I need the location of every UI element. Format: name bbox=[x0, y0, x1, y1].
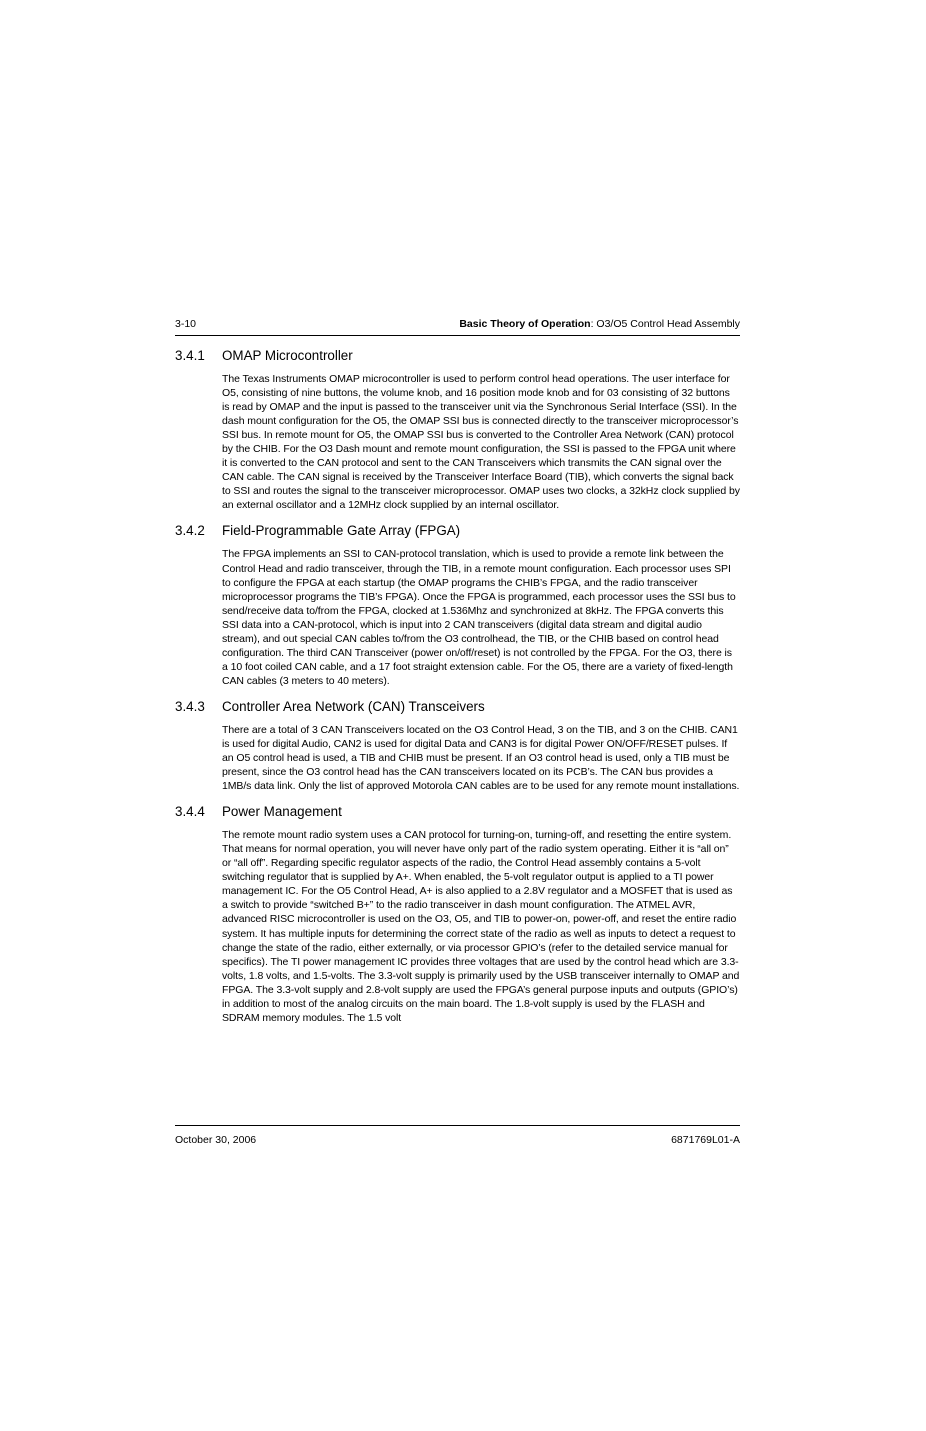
header-rule bbox=[175, 335, 740, 336]
section-number: 3.4.4 bbox=[175, 804, 205, 820]
section-number: 3.4.2 bbox=[175, 523, 205, 539]
publication-date: October 30, 2006 bbox=[175, 1134, 257, 1146]
section-title: Controller Area Network (CAN) Transceivers bbox=[222, 698, 485, 714]
running-title bbox=[459, 317, 740, 331]
section-power-management bbox=[175, 802, 740, 1025]
section-title: OMAP Microcontroller bbox=[222, 348, 353, 363]
section-body: There are a total of 3 CAN Transceivers located on the O3 Control Head, 3 on the TIB, and 3 on the CHIB. CAN1 is used for digital Audio, CAN2 is used for digital Data and CAN3 is for digital Power ON/OFF/RESET pulses. If an O5 control head is used, a TIB and CHIB must be present. If an O3 control head is used, only a TIB must be present, since the O3 control head has the CAN transceivers located on its PCB’s. The CAN bus provides a 1MB/s data link. Only the list of approved Motorola CAN cables are to be used for any remote mount installations. bbox=[222, 723, 740, 793]
section-title: Field-Programmable Gate Array (FPGA) bbox=[222, 523, 461, 539]
footer-rule bbox=[175, 1125, 740, 1126]
section-heading bbox=[175, 697, 740, 717]
page-header bbox=[175, 317, 740, 331]
page-footer bbox=[175, 1133, 740, 1147]
section-heading bbox=[175, 802, 740, 822]
running-title-rest: : O3/O5 Control Head Assembly bbox=[590, 318, 740, 330]
section-title: Power Management bbox=[222, 804, 342, 820]
section-heading bbox=[175, 346, 740, 366]
section-omap-microcontroller bbox=[175, 346, 740, 512]
section-body: The Texas Instruments OMAP microcontroller is used to perform control head operations. The user interface for O5, consisting of nine buttons, the volume knob, and 16 position mode knob and for 03 consisting of 32 buttons is read by OMAP and the input is passed to the transceiver unit via the Synchronous Serial Interface (SSI). In the dash mount configuration for the O5, the OMAP SSI bus is connected directly to the transceiver microprocessor’s SSI bus. In remote mount for O5, the OMAP SSI bus is converted to the Controller Area Network (CAN) protocol by the CHIB. For the O3 Dash mount and remote mount configuration, the SSI is passed to the FPGA unit where it is converted to the CAN protocol and sent to the CAN Transceivers which transmits the CAN signal over the CAN cable. The CAN signal is received by the Transceiver Interface Board (TIB), which converts the signal back to SSI and routes the signal to the transceiver microprocessor. OMAP uses two clocks, a 32kHz clock supplied by an external oscillator and a 12MHz clock supplied by an internal oscillator. bbox=[222, 373, 740, 512]
page-content bbox=[175, 346, 740, 1025]
page-number: 3-10 bbox=[175, 318, 197, 330]
section-number: 3.4.1 bbox=[175, 348, 205, 363]
section-body: The FPGA implements an SSI to CAN-protocol translation, which is used to provide a remote link between the Control Head and radio transceiver, through the TIB, in a remote mount configuration. Each processor uses SPI to configure the FPGA at each startup (the OMAP programs the CHIB’s FPGA, and the radio transceiver microprocessor programs the TIB’s FPGA). Once the FPGA is programmed, each processor uses the SSI bus to send/receive data to/from the FPGA, clocked at 1.536Mhz and synchronized at 8kHz. The FPGA converts this SSI data into a CAN-protocol, which is input into 2 CAN transceivers (digital data stream and digital audio stream), and out special CAN cables to/from the O3 controlhead, the TIB, or the CHIB based on control head configuration. The third CAN Transceiver (power on/off/reset) is not controlled by the FPGA. For the O3, there is a 10 foot coiled CAN cable, and a 17 foot straight extension cable. For the O5, there are a variety of fixed-length CAN cables (3 meters to 40 meters). bbox=[222, 548, 736, 687]
section-heading bbox=[175, 521, 740, 541]
section-can-transceivers bbox=[175, 697, 740, 793]
section-body: The remote mount radio system uses a CAN protocol for turning-on, turning-off, and resetting the entire system. That means for normal operation, you will never have only part of the radio system operating. Either it is “all on” or “all off”. Regarding specific regulator aspects of the radio, the Control Head assembly contains a 5-volt switching regulator that is supplied by A+. When enabled, the 5-volt regulator output is applied to a TI power management IC. For the O5 Control Head, A+ is also applied to a 2.8V regulator and a MOSFET that is used as a switch to provide “switched B+” to the radio transceiver in dash mount configuration. The ATMEL AVR, advanced RISC microcontroller is used on the O3, O5, and TIB to power-on, power-off, and reset the entire radio system. It has multiple inputs for determining the correct state of the radio as well as inputs to detect a request to change the state of the radio, either externally, or via processor GPIO’s (refer to the detailed service manual for specifics). The TI power management IC provides three voltages that are used by the control head which are 3.3-volts, 1.8 volts, and 1.5-volts. The 3.3-volt supply is primarily used by the USB transceiver internally to OMAP and FPGA. The 3.3-volt supply and 2.8-volt supply are used the FPGA’s general purpose inputs and outputs (GPIO’s) in addition to most of the analog circuits on the main board. The 1.8-volt supply is used by the FLASH and SDRAM memory modules. The 1.5 volt bbox=[222, 829, 740, 1024]
section-number: 3.4.3 bbox=[175, 698, 205, 714]
section-fpga bbox=[175, 521, 740, 687]
manual-page bbox=[175, 0, 740, 1431]
document-id: 6871769L01-A bbox=[671, 1134, 740, 1146]
running-title-bold: Basic Theory of Operation bbox=[459, 318, 591, 330]
